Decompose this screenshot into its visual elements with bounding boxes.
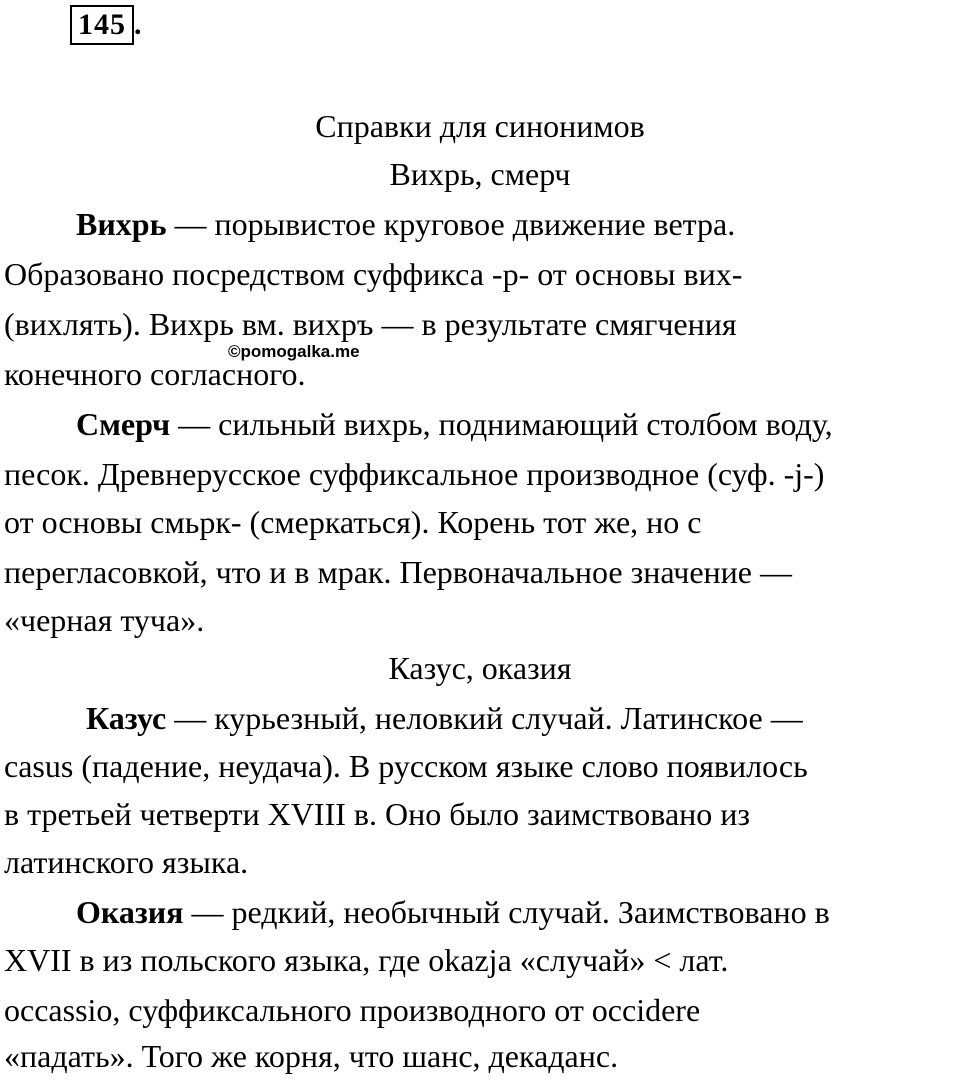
paragraph-line: в третьей четверти XVIII в. Оно было заимствовано из (4, 796, 751, 832)
term: Оказия (76, 894, 184, 930)
section-title: Казус, оказия (388, 650, 572, 686)
paragraph-line: от основы смьрк- (смеркаться). Корень тот же, но с (4, 504, 702, 540)
paragraph-line: конечного согласного. (4, 356, 306, 392)
watermark: ©pomogalka.me (228, 342, 360, 361)
paragraph-line: occassio, суффиксального производного от occidere (4, 992, 701, 1028)
paragraph-line (76, 204, 956, 244)
paragraph-line: Образовано посредством суффикса -р- от основы вих- (4, 256, 743, 292)
definition-text: — порывистое круговое движение ветра. (166, 206, 736, 242)
paragraph-line: (вихлять). Вихрь вм. вихръ — в результате смягчения (4, 306, 737, 342)
paragraph-line: casus (падение, неудача). В русском языке слово появилось (4, 748, 808, 784)
paragraph-line: XVII в из польского языка, где okazja «случай» < лат. (4, 942, 729, 978)
page-heading: Справки для синонимов (315, 108, 645, 144)
paragraph-line: перегласовкой, что и в мрак. Первоначальное значение — (4, 554, 792, 590)
term: Смерч (76, 406, 171, 442)
definition-text: — сильный вихрь, поднимающий столбом воду, (170, 406, 833, 442)
paragraph-line: латинского языка. (4, 844, 249, 880)
definition-text: — курьезный, неловкий случай. Латинское — (166, 700, 803, 736)
paragraph-line: «черная туча». (4, 602, 205, 638)
paragraph-line (76, 892, 956, 932)
term: Вихрь (76, 206, 167, 242)
paragraph-line: песок. Древнерусское суффиксальное производное (суф. -j-) (4, 456, 825, 492)
task-number-dot: . (134, 8, 142, 41)
paragraph-line: «падать». Того же корня, что шанс, декаданс. (4, 1038, 619, 1074)
task-number-box: 145 (70, 5, 134, 45)
paragraph-line (76, 404, 956, 444)
section-title: Вихрь, смерч (389, 156, 571, 192)
paragraph-line (86, 698, 956, 738)
term: Казус (86, 700, 167, 736)
definition-text: — редкий, необычный случай. Заимствовано в (183, 894, 830, 930)
task-number (70, 6, 142, 44)
